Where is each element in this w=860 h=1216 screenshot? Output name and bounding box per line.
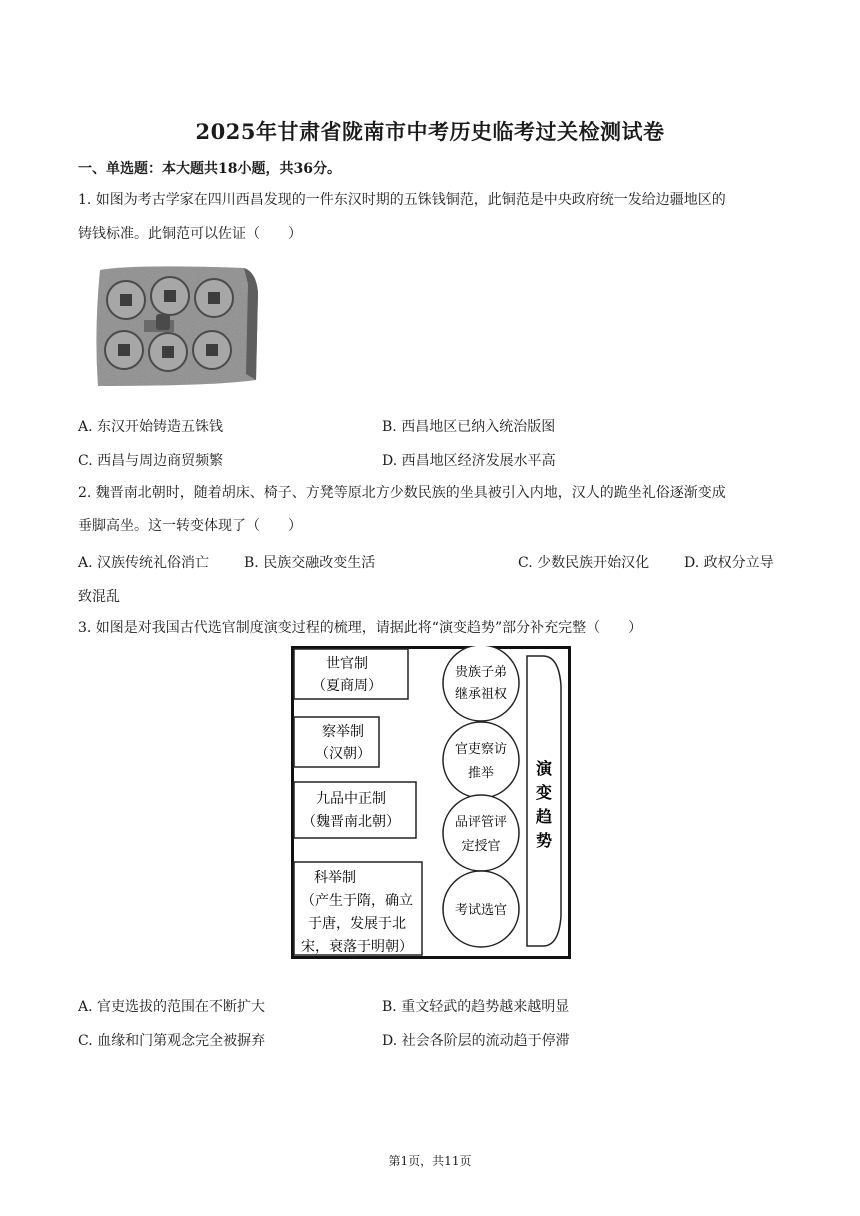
q2-option-d: D. 政权分立导 <box>684 555 774 571</box>
q3-option-c: C. 血缘和门第观念完全被摒弃 <box>78 1033 266 1049</box>
q1-option-a: A. 东汉开始铸造五铢钱 <box>78 419 224 435</box>
q3-option-a: A. 官吏选拔的范围在不断扩大 <box>78 999 266 1015</box>
box-jiupin-line1: 九品中正制 <box>316 791 386 807</box>
page-title: 2025年甘肃省陇南市中考历史临考过关检测试卷 <box>195 119 665 144</box>
box-keju-line1: 科举制 <box>314 870 356 886</box>
trend-label-char2: 变 <box>535 783 553 802</box>
circle-3 <box>443 795 519 871</box>
circle-1 <box>443 646 519 721</box>
box-shiguan-line1: 世官制 <box>326 656 368 672</box>
page-footer: 第1页，共11页 <box>388 1154 472 1168</box>
trend-label-char3: 趋 <box>535 807 553 826</box>
q3-option-d: D. 社会各阶层的流动趋于停滞 <box>382 1033 570 1049</box>
circle-3-line2: 定授官 <box>461 839 501 854</box>
q2-stem-line1: 2. 魏晋南北朝时，随着胡床、椅子、方凳等原北方少数民族的坐具被引入内地，汉人的跪坐礼俗逐渐变成 <box>78 485 726 501</box>
section-heading: 一、单选题：本大题共18小题，共36分。 <box>78 161 341 177</box>
coin-mold-image <box>94 262 260 388</box>
box-keju-line4: 宋，衰落于明朝） <box>301 939 413 955</box>
q1-option-b: B. 西昌地区已纳入统治版图 <box>382 419 556 435</box>
box-keju-line2: （产生于隋，确立 <box>301 893 413 909</box>
q3-option-b: B. 重文轻武的趋势越来越明显 <box>382 999 570 1015</box>
box-shiguan-line2: （夏商周） <box>312 678 382 694</box>
q1-stem-line2: 铸钱标准。此铜范可以佐证（ ） <box>78 226 302 242</box>
box-jiupin-line2: （魏晋南北朝） <box>302 814 400 830</box>
circle-3-line1: 品评管评 <box>454 815 508 830</box>
q1-stem-line1: 1. 如图为考古学家在四川西昌发现的一件东汉时期的五铢钱铜范，此铜范是中央政府统一发给边疆地区的 <box>78 192 726 208</box>
box-chaju-line2: （汉朝） <box>315 746 371 762</box>
q2-stem-line2: 垂脚高坐。这一转变体现了（ ） <box>78 518 302 534</box>
circle-2-line2: 推举 <box>467 766 495 781</box>
q2-option-a: A. 汉族传统礼俗消亡 <box>78 555 210 571</box>
q2-option-b: B. 民族交融改变生活 <box>244 555 376 571</box>
selection-system-diagram <box>291 646 571 959</box>
circle-2-line1: 官吏察访 <box>454 742 508 757</box>
q2-option-c: C. 少数民族开始汉化 <box>518 555 650 571</box>
q1-option-d: D. 西昌地区经济发展水平高 <box>382 453 556 469</box>
box-keju-line3: 于唐，发展于北 <box>308 916 406 932</box>
trend-label-char4: 势 <box>535 831 553 850</box>
q1-option-c: C. 西昌与周边商贸频繁 <box>78 453 224 469</box>
q3-stem: 3. 如图是对我国古代选官制度演变过程的梳理，请据此将“演变趋势”部分补充完整（ ） <box>78 620 643 636</box>
circle-1-line2: 继承祖权 <box>454 687 508 702</box>
q2-option-d-continued: 致混乱 <box>78 589 120 605</box>
box-chaju-line1: 察举制 <box>322 724 364 740</box>
circle-1-line1: 贵族子弟 <box>454 665 508 680</box>
circle-2 <box>443 722 519 798</box>
circle-4-line1: 考试选官 <box>454 903 508 918</box>
trend-label-char1: 演 <box>535 759 553 778</box>
